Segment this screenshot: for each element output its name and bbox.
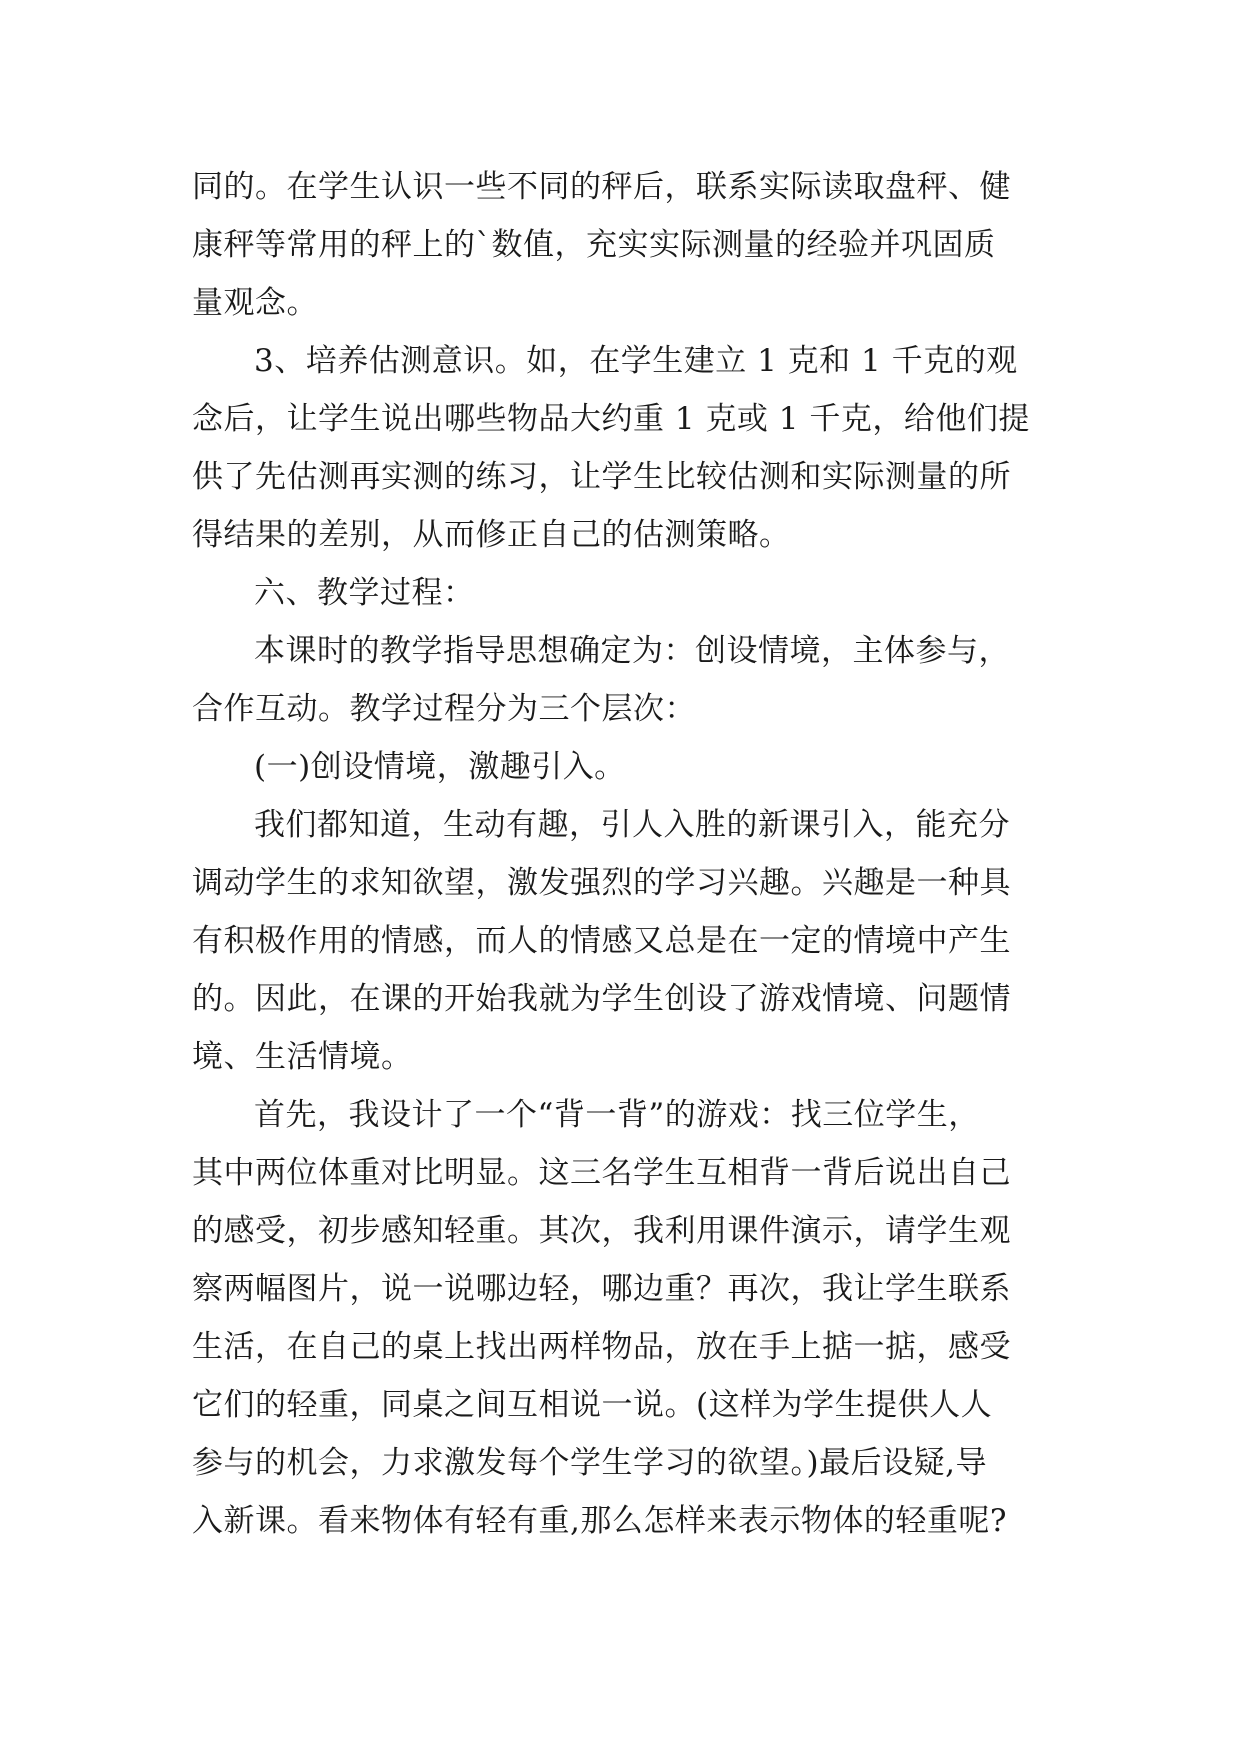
text-line: 首先，我设计了一个“背一背”的游戏：找三位学生， — [254, 1097, 980, 1133]
text-line: 的。因此，在课的开始我就为学生创设了游戏情境、问题情 — [192, 981, 1011, 1017]
text-line: 调动学生的求知欲望，激发强烈的学习兴趣。兴趣是一种具 — [192, 865, 1011, 901]
body-text — [192, 158, 1062, 1550]
text-line: 我们都知道，生动有趣，引人入胜的新课引入，能充分 — [254, 807, 1010, 843]
text-line: 合作互动。教学过程分为三个层次： — [192, 691, 696, 727]
text-line: 生活，在自己的桌上找出两样物品，放在手上掂一掂，感受 — [192, 1329, 1011, 1365]
text-line: 其中两位体重对比明显。这三名学生互相背一背后说出自己 — [192, 1155, 1011, 1191]
text-line: 3、培养估测意识。如，在学生建立 1 克和 1 千克的观 — [254, 343, 1018, 379]
text-line: 参与的机会，力求激发每个学生学习的欲望。)最后设疑,导 — [192, 1445, 987, 1481]
text-line: 它们的轻重，同桌之间互相说一说。(这样为学生提供人人 — [192, 1387, 993, 1423]
text-line: 境、生活情境。 — [192, 1039, 413, 1075]
text-line: 同的。在学生认识一些不同的秤后，联系实际读取盘秤、健 — [192, 169, 1011, 205]
text-line: 量观念。 — [192, 285, 318, 321]
section-heading: 六、教学过程： — [254, 575, 475, 611]
subsection-heading: (一)创设情境，激趣引入。 — [254, 749, 626, 785]
text-line: 供了先估测再实测的练习，让学生比较估测和实际测量的所 — [192, 459, 1011, 495]
text-line: 有积极作用的情感，而人的情感又总是在一定的情境中产生 — [192, 923, 1011, 959]
text-line: 念后，让学生说出哪些物品大约重 1 克或 1 千克，给他们提 — [192, 401, 1030, 437]
text-line: 入新课。看来物体有轻有重,那么怎样来表示物体的轻重呢? — [192, 1503, 1007, 1539]
text-line: 本课时的教学指导思想确定为：创设情境，主体参与， — [254, 633, 1010, 669]
text-line: 的感受，初步感知轻重。其次，我利用课件演示，请学生观 — [192, 1213, 1011, 1249]
text-line: 得结果的差别，从而修正自己的估测策略。 — [192, 517, 791, 553]
text-line: 康秤等常用的秤上的`数值，充实实际测量的经验并巩固质 — [192, 227, 996, 263]
text-line: 察两幅图片，说一说哪边轻，哪边重？再次，我让学生联系 — [192, 1271, 1011, 1307]
